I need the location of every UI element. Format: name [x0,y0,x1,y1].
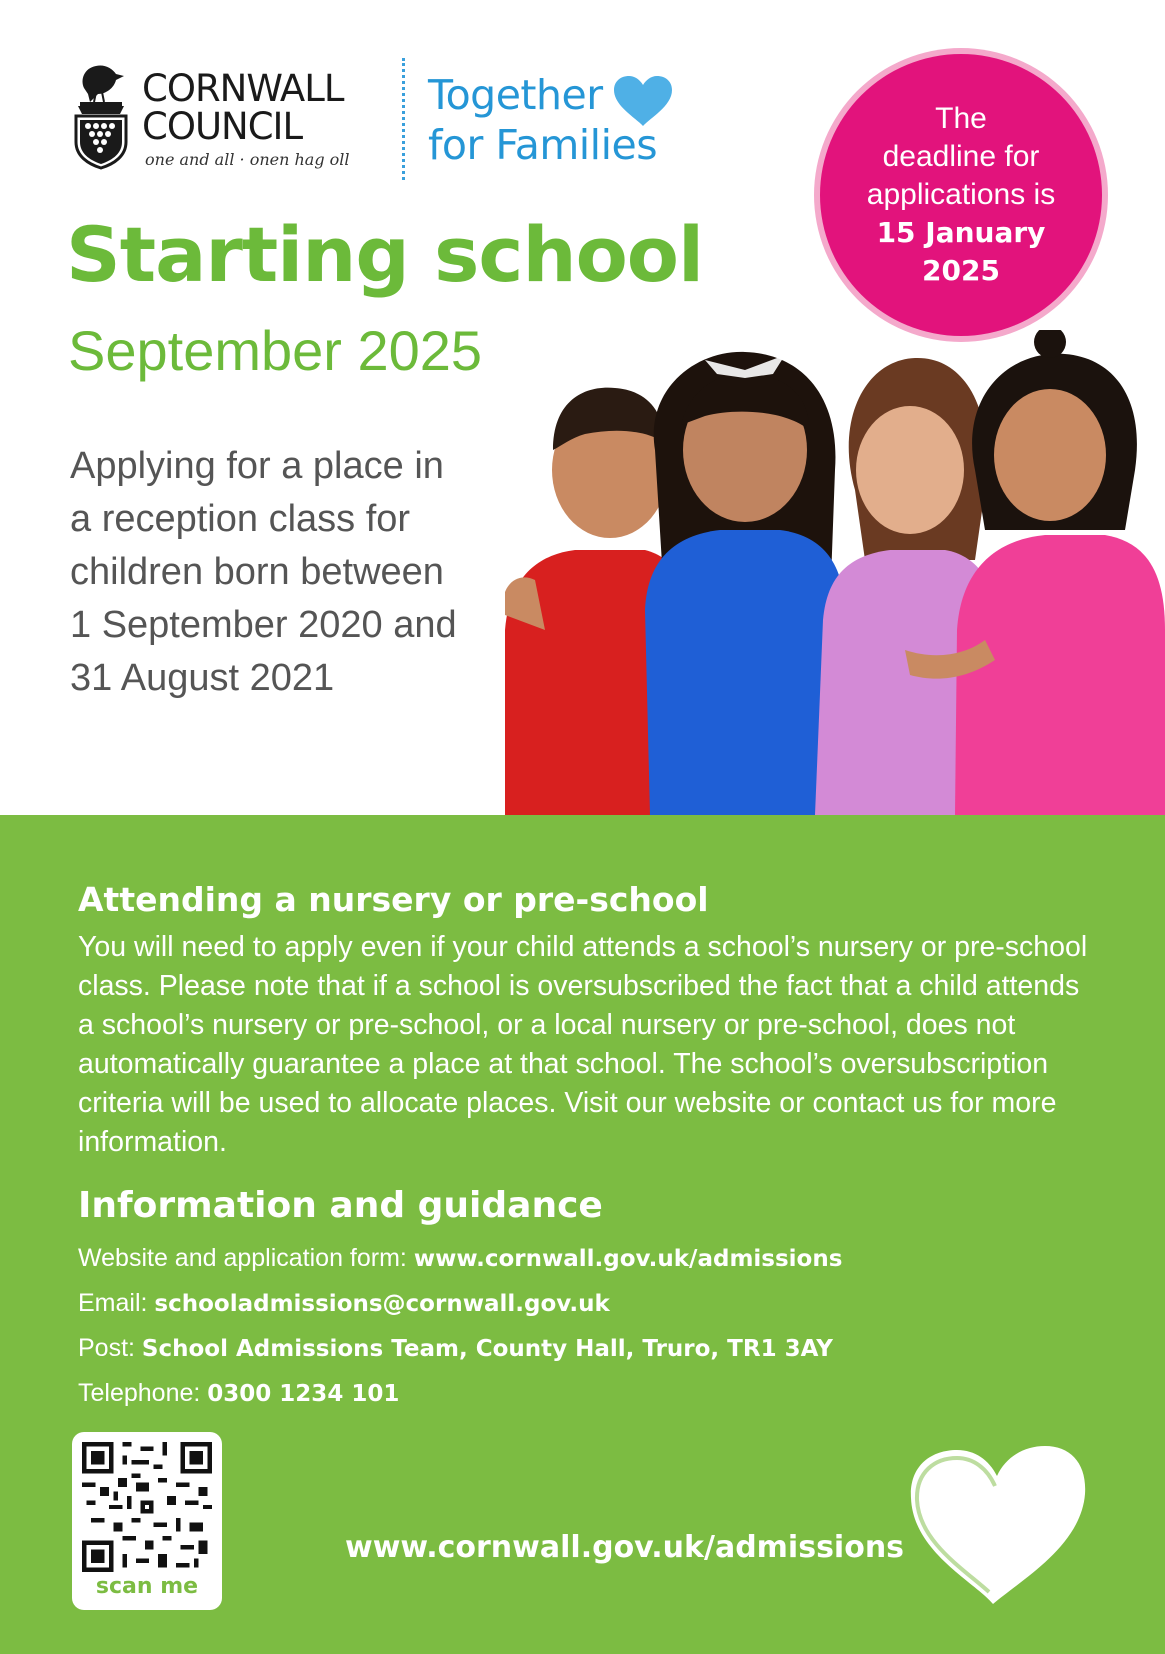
intro-line2: a reception class for [70,498,411,540]
post-address: School Admissions Team, County Hall, Truro, TR1 3AY [141,1336,833,1362]
intro-line5: 31 August 2021 [70,657,335,699]
tff-line2: for Families [428,121,658,169]
council-name-line1: CORNWALL [142,67,344,110]
header-divider [402,58,405,180]
website-label: Website and application form: [78,1244,414,1272]
guidance-row-email [78,1285,1078,1330]
heart-icon [612,74,674,128]
website-link[interactable]: www.cornwall.gov.uk/admissions [413,1246,843,1272]
guidance-list [78,1240,1078,1420]
council-motto: one and all · onen hag oll [145,150,350,169]
deadline-date-line2: 2025 [922,254,1000,287]
footer-url[interactable]: www.cornwall.gov.uk/admissions [345,1530,905,1565]
telephone-number[interactable]: 0300 1234 101 [207,1381,400,1407]
qr-code[interactable] [72,1432,222,1610]
heart-icon [905,1442,1090,1610]
intro-line1: Applying for a place in [70,445,444,487]
email-label: Email: [78,1289,155,1317]
telephone-label: Telephone: [78,1379,208,1407]
email-link[interactable]: schooladmissions@cornwall.gov.uk [154,1291,610,1317]
council-name-line2: COUNCIL [142,105,303,148]
children-photo [505,330,1165,815]
page-subtitle: September 2025 [68,319,483,382]
post-label: Post: [78,1334,142,1362]
deadline-badge [820,54,1102,336]
nursery-heading: Attending a nursery or pre-school [78,880,709,919]
deadline-line1: The [935,102,987,135]
intro-text [70,440,500,705]
deadline-date-line1: 15 January [876,216,1046,249]
guidance-row-telephone [78,1375,1078,1420]
deadline-line2: deadline for [882,140,1040,173]
guidance-row-post [78,1330,1078,1375]
guidance-row-website [78,1240,1078,1285]
deadline-line3: applications is [866,178,1056,211]
guidance-heading: Information and guidance [78,1185,603,1226]
cornwall-crest-icon [70,58,132,170]
intro-line4: 1 September 2020 and [70,604,457,646]
tff-line1: Together [428,71,603,119]
council-name [142,67,344,148]
intro-line3: children born between [70,551,444,593]
page-title: Starting school [66,210,704,299]
qr-code-icon [82,1442,212,1572]
qr-label: scan me [95,1574,199,1599]
nursery-body: You will need to apply even if your child attends a school’s nursery or pre-school class. Please note that if a school is oversubscribed the fact that a child attends a school’s nursery or pre-school, or a local nursery or pre-school, does not automatically guarantee a place at that school. The school’s oversubscription criteria will be used to allocate places. Visit our website or contact us for more information. [78,931,1088,1158]
